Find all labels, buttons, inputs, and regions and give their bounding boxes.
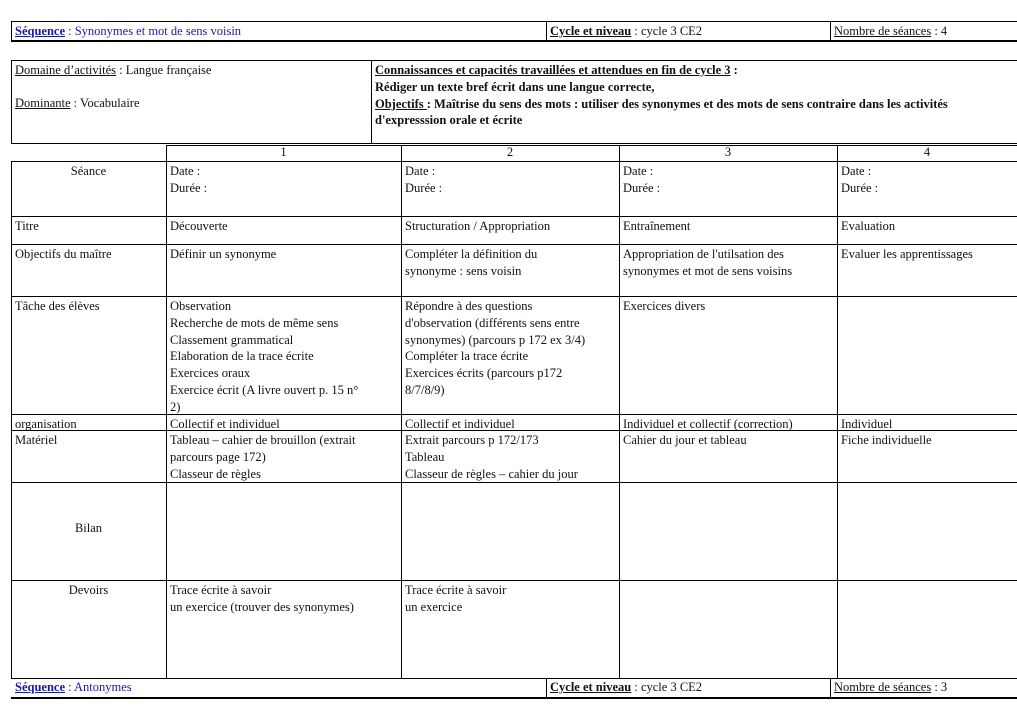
column-number-3: 3 [724, 145, 732, 159]
cell-organisation-4 [838, 415, 1016, 430]
row-label-text: organisation [15, 417, 77, 430]
cell-text-line: Trace écrite à savoir [170, 583, 272, 597]
cell-text-line: synonymes) (parcours p 172 ex 3/4) [405, 332, 586, 347]
knowledge-line: Rédiger un texte bref écrit dans une langue correcte, [375, 79, 655, 94]
cell-text-line: Evaluation [841, 219, 896, 233]
row-label-materiel [12, 431, 165, 482]
row-label-text: Devoirs [68, 583, 109, 597]
cell-materiel-1 [167, 431, 400, 482]
cell-bilan-1 [167, 483, 400, 580]
knowledge-block [372, 61, 1017, 143]
cell-text-line: Durée : [405, 180, 443, 195]
next-sequence-title [12, 678, 542, 696]
cell-text-line: Exercices divers [623, 299, 706, 313]
cell-tache-eleves-3 [620, 297, 836, 414]
cell-text-line: Découverte [170, 219, 228, 233]
row-label-text: Objectifs du maître [15, 247, 112, 261]
row-label-bilan [12, 483, 165, 580]
cell-text-line: Exercice écrit (A livre ouvert p. 15 n° [170, 382, 359, 397]
cell-text-line: Classeur de règles – cahier du jour [405, 466, 578, 481]
cell-text-line: un exercice (trouver des synonymes) [170, 599, 354, 614]
cell-seance-2 [402, 162, 618, 216]
row-label-titre [12, 217, 165, 244]
cell-text-line: Collectif et individuel [405, 417, 515, 430]
sessions-label: Nombre de séances [834, 24, 932, 38]
cell-materiel-3 [620, 431, 836, 482]
next-sessions-label: Nombre de séances [834, 680, 932, 694]
session-count [831, 22, 1017, 40]
cell-seance-4 [838, 162, 1016, 216]
cell-text-line: Recherche de mots de même sens [170, 315, 339, 330]
domain-value: : Langue française [116, 63, 212, 77]
domain-line [12, 61, 368, 79]
cell-bilan-3 [620, 483, 836, 580]
sequence-label: Séquence [15, 24, 65, 38]
cell-text-line: 8/7/8/9) [405, 382, 445, 397]
cell-text-line: Classeur de règles [170, 466, 261, 481]
cell-objectifs-maitre-2 [402, 245, 618, 296]
dominant-line [12, 94, 368, 112]
cell-text-line: Trace écrite à savoir [405, 583, 507, 597]
row-label-text: Titre [15, 219, 39, 233]
cell-devoirs-2 [402, 581, 618, 678]
cell-seance-3 [620, 162, 836, 216]
cell-text-line: synonyme : sens voisin [405, 263, 522, 278]
objectives-text-2: d'expresssion orale et écrite [375, 113, 523, 128]
cell-organisation-2 [402, 415, 618, 430]
cell-text-line: Date : [170, 164, 201, 178]
sessions-value: : 4 [931, 24, 948, 38]
cell-text-line: Tableau [405, 449, 445, 464]
cell-objectifs-maitre-3 [620, 245, 836, 296]
next-session-count [831, 678, 1017, 696]
cell-text-line: Durée : [170, 180, 208, 195]
column-number-4: 4 [923, 145, 931, 159]
row-label-organisation [12, 415, 165, 430]
cell-bilan-2 [402, 483, 618, 580]
sequence-value: : Synonymes et mot de sens voisin [65, 24, 242, 38]
cell-text-line: synonymes et mot de sens voisins [623, 263, 793, 278]
cell-text-line: Définir un synonyme [170, 247, 277, 261]
cell-text-line: Répondre à des questions [405, 299, 533, 313]
cell-devoirs-1 [167, 581, 400, 678]
cell-tache-eleves-1 [167, 297, 400, 414]
objectives-label: Objectifs [375, 96, 427, 111]
cell-text-line: Collectif et individuel [170, 417, 280, 430]
next-sessions-value: : 3 [931, 680, 948, 694]
cell-text-line: Durée : [841, 180, 879, 195]
cell-text-line: Individuel et collectif (correction) [623, 417, 793, 430]
cell-devoirs-3 [620, 581, 836, 678]
cell-titre-1 [167, 217, 400, 244]
cell-bilan-4 [838, 483, 1016, 580]
cell-text-line: Individuel [841, 417, 893, 430]
cell-text-line: Structuration / Appropriation [405, 219, 551, 233]
cell-text-line: Date : [623, 164, 654, 178]
next-sequence-value: : Antonymes [65, 680, 132, 694]
cell-text-line: Date : [841, 164, 872, 178]
cell-text-line: parcours page 172) [170, 449, 266, 464]
cell-text-line: Exercices écrits (parcours p172 [405, 366, 563, 381]
cell-text-line: Classement grammatical [170, 332, 294, 347]
cell-materiel-2 [402, 431, 618, 482]
cell-devoirs-4 [838, 581, 1016, 678]
cell-text-line: Date : [405, 164, 436, 178]
cell-text-line: Compléter la trace écrite [405, 349, 529, 364]
cell-tache-eleves-2 [402, 297, 618, 414]
cell-text-line: d'observation (différents sens entre [405, 315, 580, 330]
row-label-text: Matériel [15, 433, 58, 447]
cell-materiel-4 [838, 431, 1016, 482]
column-number-2: 2 [506, 145, 514, 159]
cell-organisation-1 [167, 415, 400, 430]
cell-text-line: Extrait parcours p 172/173 [405, 433, 539, 447]
cell-objectifs-maitre-4 [838, 245, 1016, 296]
objectives-text: : Maîtrise du sens des mots : utiliser des synonymes et des mots de sens contraire dans les activités [426, 96, 948, 111]
cell-text-line: Entraînement [623, 219, 691, 233]
cell-text-line: Compléter la définition du [405, 247, 538, 261]
cell-text-line: Durée : [623, 180, 661, 195]
cell-titre-2 [402, 217, 618, 244]
cell-text-line: un exercice [405, 599, 463, 614]
row-label-tache-eleves [12, 297, 165, 414]
cell-text-line: 2) [170, 399, 181, 414]
row-label-text: Séance [70, 164, 107, 178]
row-label-text: Bilan [74, 521, 103, 535]
next-sequence-label: Séquence [15, 680, 65, 694]
cell-titre-3 [620, 217, 836, 244]
next-cycle-value: : cycle 3 CE2 [631, 680, 703, 694]
cell-text-line: Evaluer les apprentissages [841, 247, 973, 261]
dominant-value: : Vocabulaire [70, 96, 140, 110]
cell-organisation-3 [620, 415, 836, 430]
cell-text-line: Tableau – cahier de brouillon (extrait [170, 433, 356, 447]
cell-text-line: Exercices oraux [170, 366, 251, 381]
next-cycle-level [547, 678, 827, 696]
cycle-level [547, 22, 827, 40]
knowledge-title: Connaissances et capacités travaillées et attendues en fin de cycle 3 [375, 63, 731, 77]
row-label-devoirs [12, 581, 165, 678]
cell-seance-1 [167, 162, 400, 216]
cell-objectifs-maitre-1 [167, 245, 400, 296]
dominant-label: Dominante [15, 96, 71, 110]
cell-text-line: Observation [170, 299, 232, 313]
domain-label: Domaine d’activités [15, 63, 117, 77]
cell-titre-4 [838, 217, 1016, 244]
row-label-seance [12, 162, 165, 216]
next-cycle-label: Cycle et niveau [550, 680, 632, 694]
knowledge-suffix: : [730, 63, 738, 77]
cell-tache-eleves-4 [838, 297, 1016, 414]
cell-text-line: Appropriation de l'utilsation des [623, 247, 784, 261]
column-number-1: 1 [280, 145, 287, 159]
cell-text-line: Cahier du jour et tableau [623, 433, 747, 447]
row-label-text: Tâche des élèves [15, 299, 100, 313]
row-label-objectifs-maitre [12, 245, 165, 296]
cell-text-line: Fiche individuelle [841, 433, 932, 447]
sequence-title [12, 22, 542, 40]
cycle-label: Cycle et niveau [550, 24, 632, 38]
cycle-value: : cycle 3 CE2 [631, 24, 703, 38]
cell-text-line: Elaboration de la trace écrite [170, 349, 314, 364]
